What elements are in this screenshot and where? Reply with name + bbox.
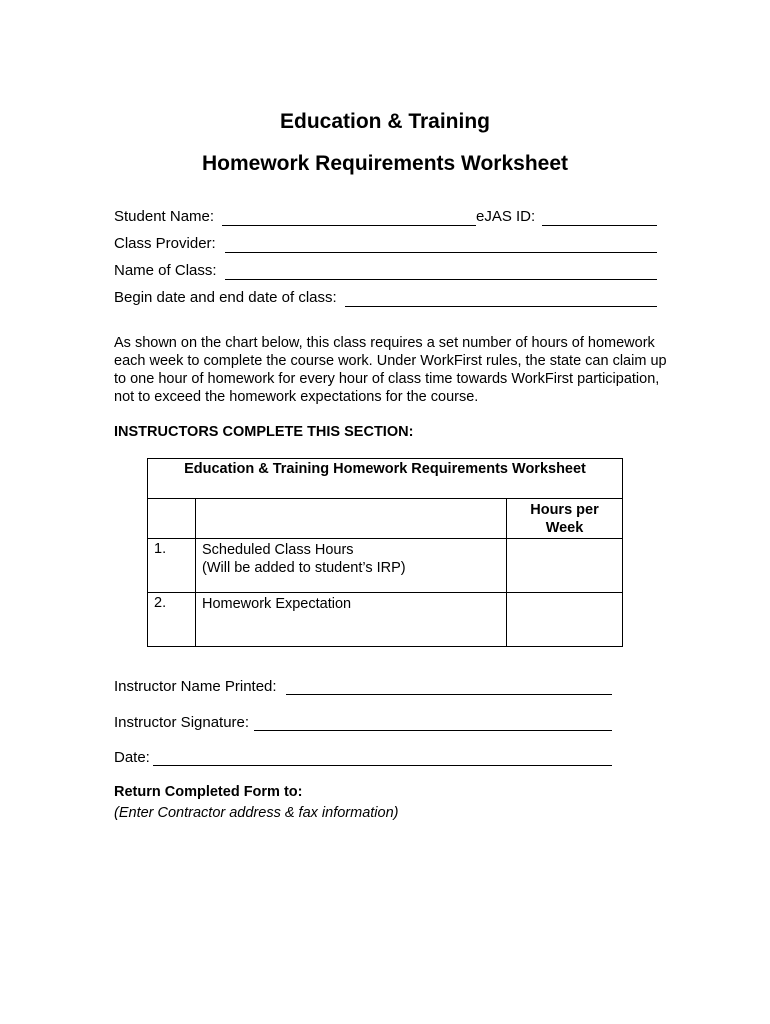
ejas-id-field[interactable]: [542, 225, 657, 226]
row-number: 1.: [148, 539, 196, 593]
class-dates-field[interactable]: [345, 306, 657, 307]
student-name-field[interactable]: [222, 225, 476, 226]
class-provider-label: Class Provider:: [114, 235, 216, 252]
intro-paragraph: As shown on the chart below, this class requires a set number of hours of homework each week to complete the course work. Under WorkFirst rules, the state can claim up to one hour of homework for every hour of class time towards WorkFirst participation, not to exceed the homework expectations for the course.: [114, 335, 667, 405]
row-number: 2.: [148, 593, 196, 647]
date-label: Date:: [114, 749, 150, 766]
row-description-line1: Scheduled Class Hours: [202, 542, 354, 558]
table-row: [148, 539, 623, 593]
return-note: (Enter Contractor address & fax information): [114, 805, 399, 821]
instructor-name-field[interactable]: [286, 694, 612, 695]
instructors-heading: INSTRUCTORS COMPLETE THIS SECTION:: [114, 424, 414, 440]
table-row: [148, 593, 623, 647]
class-provider-field[interactable]: [225, 252, 657, 253]
class-dates-label: Begin date and end date of class:: [114, 289, 337, 306]
table-header-row: [148, 499, 623, 539]
hours-header-line2: Week: [545, 520, 584, 536]
row-description: [196, 539, 507, 593]
hours-header-line1: Hours per: [530, 502, 599, 518]
date-field[interactable]: [153, 765, 612, 766]
class-name-field[interactable]: [225, 279, 657, 280]
document-subtitle: Homework Requirements Worksheet: [201, 152, 569, 175]
instructor-signature-label: Instructor Signature:: [114, 714, 250, 731]
table-caption: Education & Training Homework Requirements Worksheet: [148, 459, 623, 499]
row-description: [196, 593, 507, 647]
header-num-cell: [148, 499, 196, 539]
instructor-signature-field[interactable]: [254, 730, 612, 731]
header-desc-cell: [196, 499, 507, 539]
student-name-label: Student Name:: [114, 208, 215, 225]
row-description-line2: (Will be added to student’s IRP): [202, 560, 406, 576]
row-description-line1: Homework Expectation: [202, 596, 352, 612]
ejas-id-label: eJAS ID:: [476, 208, 536, 225]
requirements-table: [147, 458, 623, 647]
document-title: Education & Training: [279, 110, 490, 133]
homework-hours-input-cell[interactable]: [507, 593, 623, 647]
instructor-name-label: Instructor Name Printed:: [114, 678, 277, 695]
return-heading: Return Completed Form to:: [114, 784, 303, 800]
class-hours-input-cell[interactable]: [507, 539, 623, 593]
class-name-label: Name of Class:: [114, 262, 217, 279]
hours-per-week-header: [507, 499, 623, 539]
